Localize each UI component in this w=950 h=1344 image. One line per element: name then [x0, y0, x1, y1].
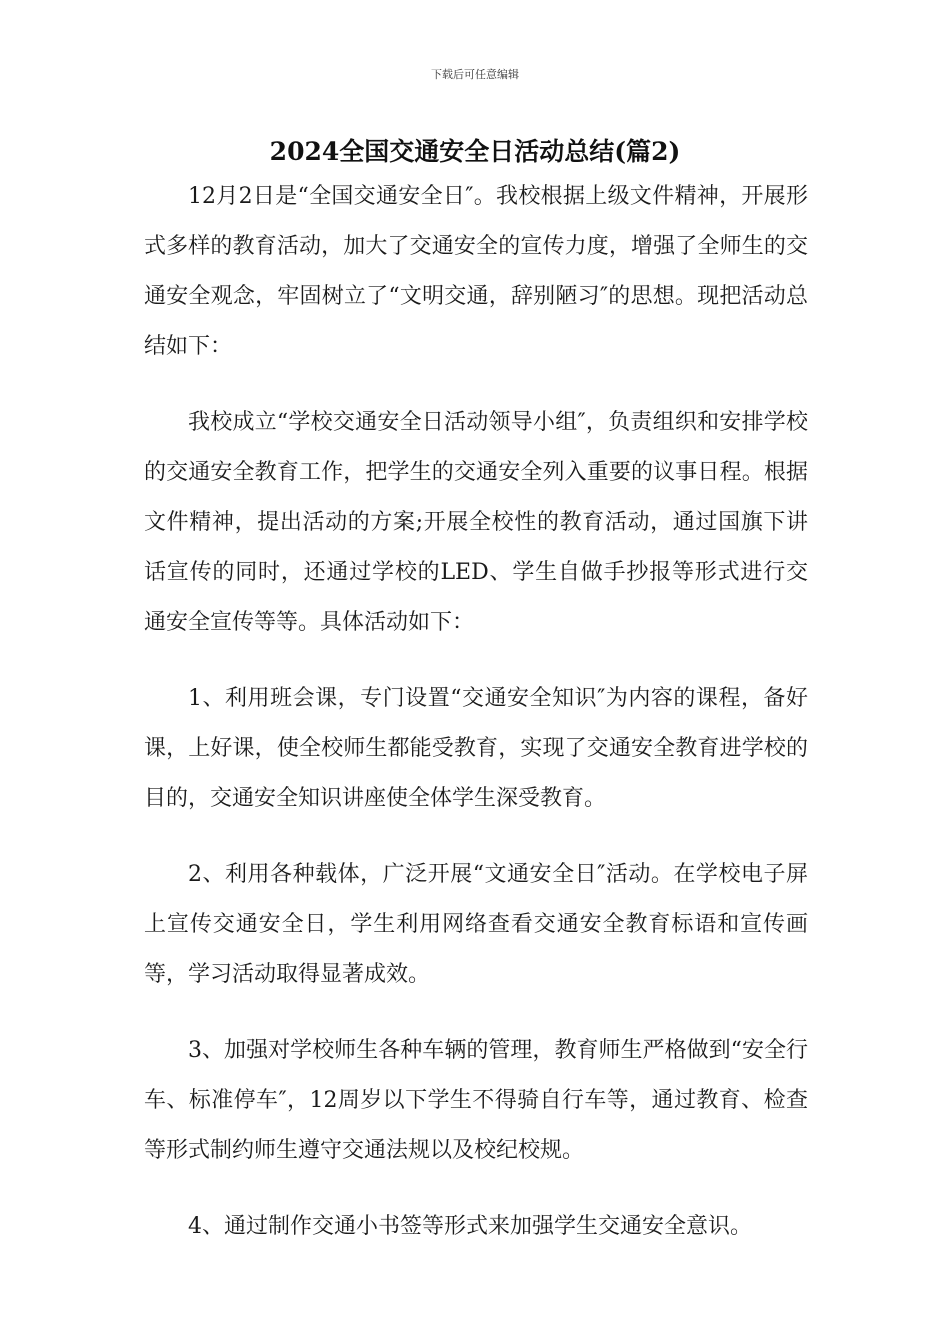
document-title: 2024全国交通安全日活动总结(篇2)	[269, 137, 681, 166]
document-body	[144, 172, 808, 1278]
paragraph-item-1: 1、利用班会课，专门设置“交通安全知识″为内容的课程，备好课，上好课，使全校师生都能受教育，实现了交通安全教育进学校的目的，交通安全知识讲座使全体学生深受教育。	[144, 686, 808, 811]
paragraph-item-4: 4、通过制作交通小书签等形式来加强学生交通安全意识。	[188, 1214, 752, 1239]
header-note: 下载后可任意编辑	[431, 68, 519, 81]
paragraph-intro: 12月2日是“全国交通安全日″。我校根据上级文件精神，开展形式多样的教育活动，加大了交通安全的宣传力度，增强了全师生的交通安全观念，牢固树立了“文明交通，辞别陋习″的思想。现把活动总结如下：	[144, 184, 808, 359]
paragraph-organization: 我校成立“学校交通安全日活动领导小组″，负责组织和安排学校的交通安全教育工作，把学生的交通安全列入重要的议事日程。根据文件精神，提出活动的方案;开展全校性的教育活动，通过国旗下讲话宣传的同时，还通过学校的LED、学生自做手抄报等形式进行交通安全宣传等等。具体活动如下：	[144, 410, 808, 635]
paragraph-item-2: 2、利用各种载体，广泛开展“文通安全日″活动。在学校电子屏上宣传交通安全日，学生利用网络查看交通安全教育标语和宣传画等，学习活动取得显著成效。	[144, 862, 808, 987]
paragraph-item-3: 3、加强对学校师生各种车辆的管理，教育师生严格做到“安全行车、标准停车″，12周岁以下学生不得骑自行车等，通过教育、检查等形式制约师生遵守交通法规以及校纪校规。	[144, 1038, 808, 1163]
